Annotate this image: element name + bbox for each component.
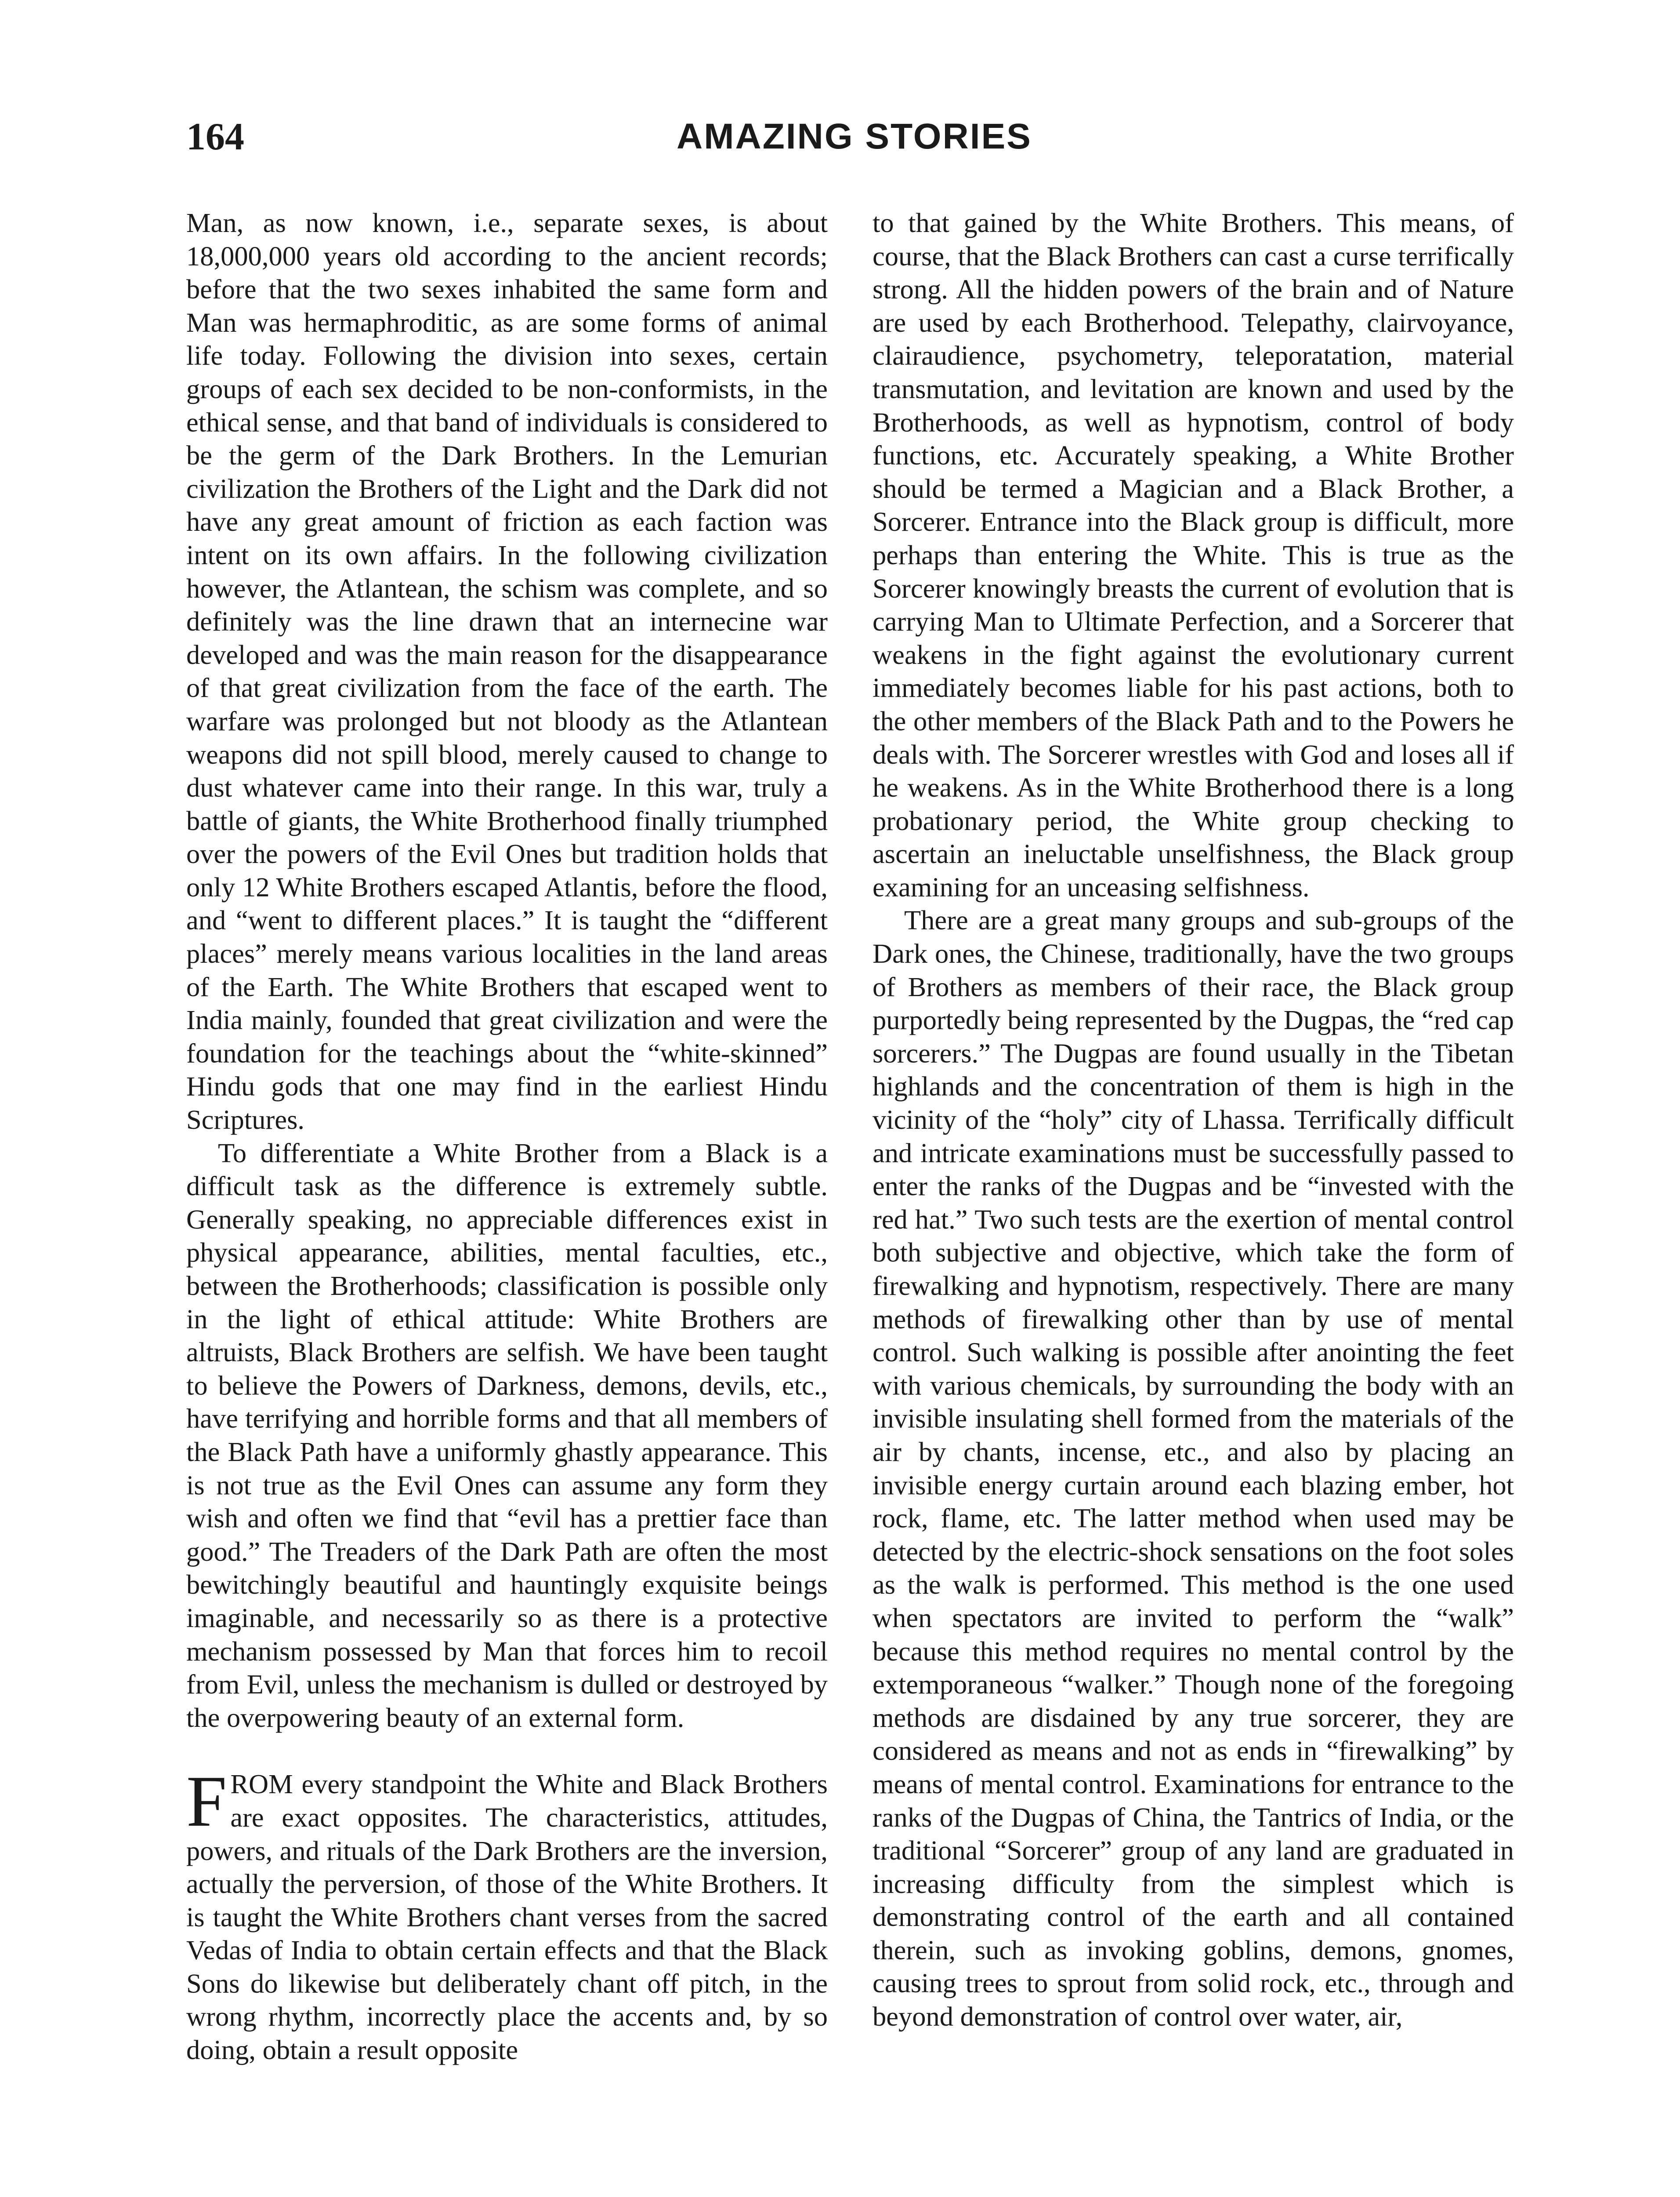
left-paragraph-3	[186, 1761, 828, 2066]
drop-cap: F	[186, 1761, 227, 1842]
right-paragraph-2: There are a great many groups and sub-groups of the Dark ones, the Chinese, traditionally, have the two groups of Brothers as members of their race, the Black group purportedly being represented by the Dugpas, the “red cap sorcerers.” The Dugpas are found usually in the Tibetan highlands and the concentration of them is high in the vicinity of the “holy” city of Lhassa. Terrifically difficult and intricate examinations must be successfully passed to enter the ranks of the Dugpas and be “invested with the red hat.” Two such tests are the exertion of mental control both subjective and objective, which take the form of firewalking and hypnotism, respectively. There are many methods of firewalking other than by use of mental control. Such walking is possible after anointing the feet with various chemicals, by surrounding the body with an invisible insulating shell formed from the materials of the air by chants, incense, etc., and also by placing an invisible energy curtain around each blazing ember, hot rock, flame, etc. The latter method when used may be detected by the electric-shock sensations on the foot soles as the walk is performed. This method is the one used when spectators are invited to perform the “walk” because this method requires no mental control by the extemporaneous “walker.” Though none of the foregoing methods are disdained by any true sorcerer, they are considered as means and not as ends in “firewalking” by means of mental control. Examinations for entrance to the ranks of the Dugpas of China, the Tantrics of India, or the traditional “Sorcerer” group of any land are graduated in increasing difficulty from the simplest which is demonstrating control of the earth and all contained therein, such as invoking goblins, demons, gnomes, causing trees to sprout from solid rock, etc., through and beyond demonstration of control over water, air,	[873, 905, 1514, 2032]
right-paragraph-1: to that gained by the White Brothers. This means, of course, that the Black Brothers can cast a curse terrifically strong. All the hidden powers of the brain and of Nature are used by each Brotherhood. Telepathy, clairvoyance, clairaudience, psychometry, teleporatation, material transmutation, and levitation are known and used by the Brotherhoods, as well as hypnotism, control of body functions, etc. Accurately speaking, a White Brother should be termed a Magician and a Black Brother, a Sorcerer. Entrance into the Black group is difficult, more perhaps than entering the White. This is true as the Sorcerer knowingly breasts the current of evolution that is carrying Man to Ultimate Perfection, and a Sorcerer that weakens in the fight against the evolutionary current immediately becomes liable for his past actions, both to the other members of the Black Path and to the Powers he deals with. The Sorcerer wrestles with God and loses all if he weakens. As in the White Brotherhood there is a long probationary period, the White group checking to ascertain an ineluctable unselfishness, the Black group examining for an unceasing selfishness.	[873, 207, 1514, 903]
right-column	[873, 207, 1514, 2034]
left-column	[186, 207, 828, 2067]
left-paragraph-1: Man, as now known, i.e., separate sexes, is about 18,000,000 years old according to the ancient records; before that the two sexes inhabited the same form and Man was hermaphroditic, as are some forms of animal life today. Following the division into sexes, certain groups of each sex decided to be non-conformists, in the ethical sense, and that band of individuals is considered to be the germ of the Dark Brothers. In the Lemurian civilization the Brothers of the Light and the Dark did not have any great amount of friction as each faction was intent on its own affairs. In the following civilization however, the Atlantean, the schism was complete, and so definitely was the line drawn that an internecine war developed and was the main reason for the disappearance of that great civilization from the face of the earth. The warfare was prolonged but not bloody as the Atlantean weapons did not spill blood, merely caused to change to dust whatever came into their range. In this war, truly a battle of giants, the White Brotherhood finally triumphed over the powers of the Evil Ones but tradition holds that only 12 White Brothers escaped Atlantis, before the flood, and “went to different places.” It is taught the “different places” merely means various localities in the land areas of the Earth. The White Brothers that escaped went to India mainly, founded that great civilization and were the foundation for the teachings about the “white-skinned” Hindu gods that one may find in the earliest Hindu Scriptures.	[186, 207, 828, 1135]
running-head: AMAZING STORIES	[677, 116, 1032, 156]
left-paragraph-3-text: ROM every standpoint the White and Black Brothers are exact opposites. The characteristics, attitudes, powers, and rituals of the Dark Brothers are the inversion, actually the perversion, of those of the White Brothers. It is taught the White Brothers chant verses from the sacred Vedas of India to obtain certain effects and that the Black Sons do likewise but deliberately chant off pitch, in the wrong rhythm, incorrectly place the accents and, by so doing, obtain a result opposite	[186, 1769, 828, 2066]
left-paragraph-2: To differentiate a White Brother from a Black is a difficult task as the difference is extremely subtle. Generally speaking, no appreciable differences exist in physical appearance, abilities, mental faculties, etc., between the Brotherhoods; classification is possible only in the light of ethical attitude: White Brothers are altruists, Black Brothers are selfish. We have been taught to believe the Powers of Darkness, demons, devils, etc., have terrifying and horrible forms and that all members of the Black Path have a uniformly ghastly appearance. This is not true as the Evil Ones can assume any form they wish and often we find that “evil has a prettier face than good.” The Treaders of the Dark Path are often the most bewitchingly beautiful and hauntingly exquisite beings imaginable, and necessarily so as there is a protective mechanism possessed by Man that forces him to recoil from Evil, unless the mechanism is dulled or destroyed by the overpowering beauty of an external form.	[186, 1137, 828, 1733]
page-number: 164	[186, 116, 244, 158]
